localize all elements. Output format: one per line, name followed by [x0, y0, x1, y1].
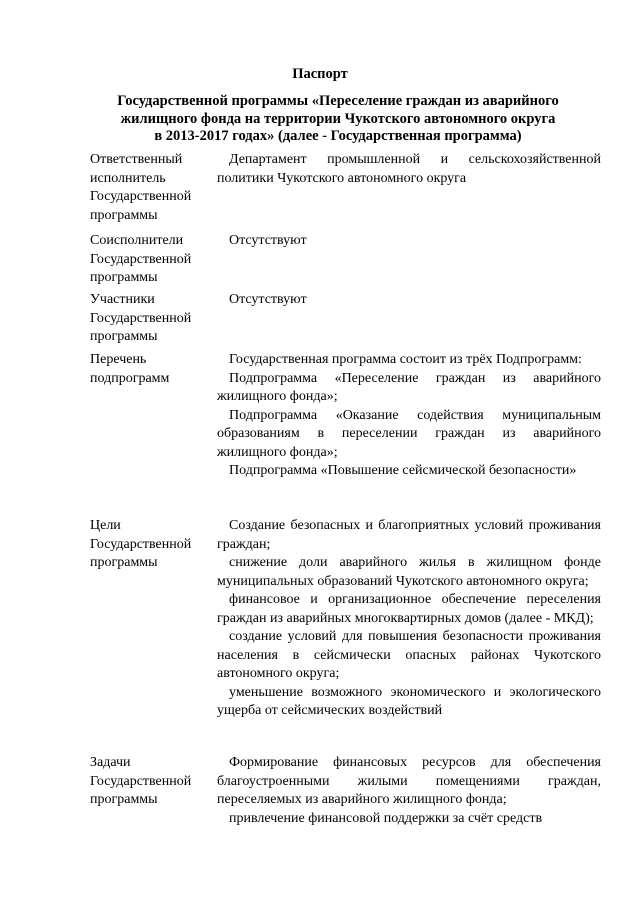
label-line: Соисполнители [90, 233, 184, 248]
label-line: Перечень [90, 352, 147, 367]
document-title: Паспорт [292, 66, 348, 82]
row-label-participants [90, 291, 210, 347]
label-line: Государственной [90, 773, 192, 789]
value-paragraph: Подпрограмма «Повышение сейсмической безопасности» [229, 463, 577, 478]
row-value-tasks [217, 754, 601, 828]
value-paragraph: Формирование финансовых ресурсов для обеспечения благоустроенными жилыми помещениями граждан, переселяемых из аварийного жилищного фонда; [217, 755, 601, 807]
label-line: программы [90, 270, 158, 285]
value-paragraph: привлечение финансовой поддержки за счёт средств [229, 810, 543, 826]
subtitle-line: в 2013-2017 годах» (далее - Государственная программа) [154, 128, 522, 144]
value-paragraph: финансовое и организационное обеспечение переселения граждан из аварийных многоквартирных домов (далее - МКД); [217, 592, 601, 626]
row-label-subprograms [90, 351, 210, 388]
label-line: программы [90, 792, 158, 807]
value-paragraph: Подпрограмма «Переселение граждан из аварийного жилищного фонда»; [217, 370, 601, 404]
subtitle-line: Государственной программы «Переселение граждан из аварийного [117, 93, 559, 109]
row-label-tasks [90, 754, 210, 810]
subtitle-line: жилищного фонда на территории Чукотского автономного округа [120, 110, 556, 127]
row-value-participants [217, 291, 601, 310]
document-subtitle [100, 93, 576, 146]
row-label-responsible [90, 151, 210, 225]
label-line: программы [90, 329, 158, 344]
label-line: программы [90, 555, 158, 570]
label-line: Государственной [90, 251, 192, 267]
value-paragraph: уменьшение возможного экономического и экологического ущерба от сейсмических воздействий [217, 684, 601, 718]
value-paragraph: Отсутствуют [229, 292, 307, 307]
value-paragraph: Создание безопасных и благоприятных условий проживания граждан; [217, 518, 601, 552]
label-line: Государственной [90, 310, 192, 326]
label-line: Задачи [90, 755, 131, 770]
label-line: Государственной [90, 189, 192, 204]
value-paragraph: создание условий для повышения безопасности проживания населения в сейсмически опасных районах Чукотского автономного округа; [217, 629, 601, 681]
value-paragraph: Департамент промышленной и сельскохозяйственной политики Чукотского автономного округа [217, 152, 601, 186]
label-line: Государственной [90, 536, 192, 552]
value-paragraph: Государственная программа состоит из трёх Подпрограмм: [229, 352, 582, 367]
row-value-responsible [217, 151, 601, 188]
row-label-coexecutors [90, 232, 210, 288]
value-paragraph: Подпрограмма «Оказание содействия муниципальным образованиям в переселении граждан из аварийного жилищного фонда»; [217, 407, 601, 460]
row-value-goals [217, 517, 601, 721]
label-line: Цели [90, 518, 121, 533]
row-value-coexecutors [217, 232, 601, 251]
label-line: подпрограмм [90, 370, 170, 386]
value-paragraph: снижение доли аварийного жилья в жилищном фонде муниципальных образований Чукотского автономного округа; [217, 555, 601, 589]
label-line: Ответственный [90, 152, 183, 167]
row-value-subprograms [217, 351, 601, 481]
label-line: программы [90, 207, 158, 223]
value-paragraph: Отсутствуют [229, 233, 307, 248]
label-line: Участники [90, 292, 155, 307]
row-label-goals [90, 517, 210, 573]
label-line: исполнитель [90, 170, 166, 186]
